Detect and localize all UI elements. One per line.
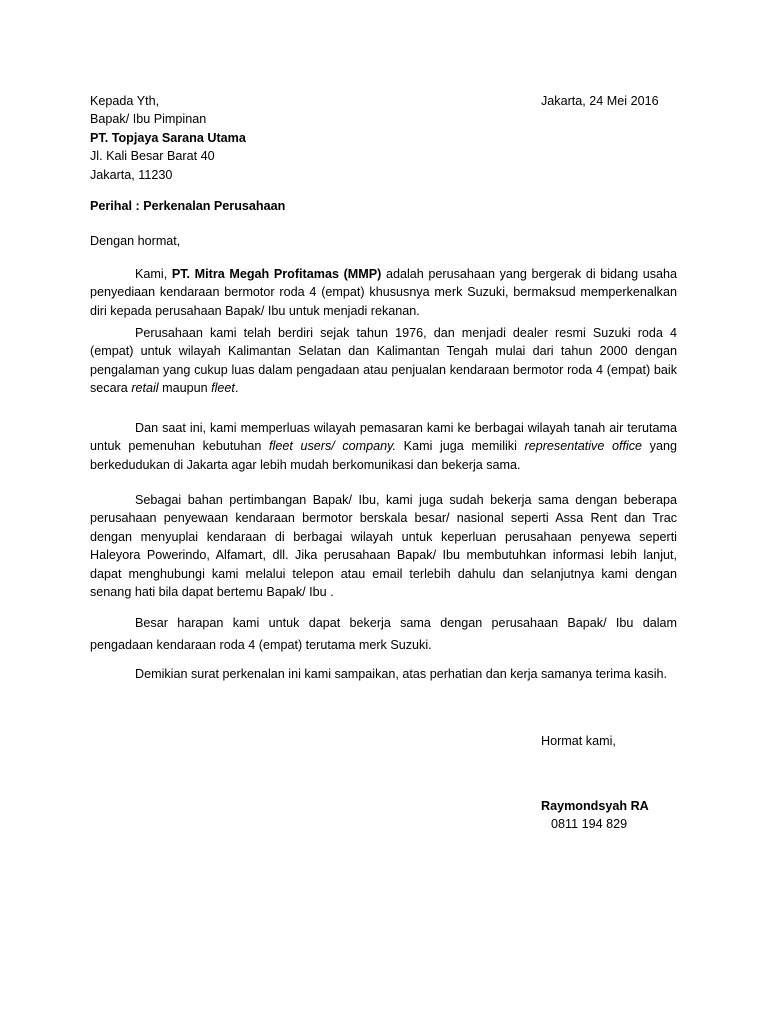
signer-name: Raymondsyah RA xyxy=(541,799,649,813)
paragraph3-middle: Kami juga memiliki xyxy=(396,439,525,454)
letter-date: Jakarta, 24 Mei 2016 xyxy=(541,94,659,108)
term-retail: retail xyxy=(131,381,159,396)
paragraph2-middle: maupun xyxy=(158,381,212,396)
paragraph2-text: Perusahaan kami telah berdiri sejak tahun 1976, dan menjadi dealer resmi Suzuki roda 4 (empat) untuk wilayah Kalimantan Selatan dan Kalimantan Tengah mulai dari tahun 2000 dengan pengalaman yang cukup luas dalam pengadaan atau penjualan kendaraan bermotor roda 4 (empat) baik secara xyxy=(90,326,677,396)
paragraph1-lead: Kami, xyxy=(135,267,172,281)
paragraph-closing-remark: Demikian surat perkenalan ini kami sampaikan, atas perhatian dan kerja samanya terima kasih. xyxy=(135,667,667,681)
paragraph-history xyxy=(90,324,677,398)
recipient-city: Jakarta, 11230 xyxy=(90,167,173,182)
letter-subject: Perihal : Perkenalan Perusahaan xyxy=(90,199,286,213)
recipient-block xyxy=(90,92,246,184)
paragraph1-rest: adalah perusahaan yang bergerak di bidang usaha penyediaan kendaraan bermotor roda 4 (empat) khususnya merk Suzuki, bermaksud memperkenalkan diri kepada perusahaan Bapak/ Ibu untuk menjadi rekanan. xyxy=(90,267,678,318)
recipient-salutation: Kepada Yth, xyxy=(90,94,160,108)
paragraph-expansion xyxy=(90,419,677,474)
recipient-title: Bapak/ Ibu Pimpinan xyxy=(90,112,207,127)
paragraph3-end: yang berkedudukan di Jakarta agar lebih mudah berkomunikasi dan bekerja sama. xyxy=(90,439,677,472)
paragraph-introduction xyxy=(90,265,677,320)
company-name: PT. Mitra Megah Profitamas (MMP) xyxy=(171,267,382,281)
paragraph-hope: Besar harapan kami untuk dapat bekerja sama dengan perusahaan Bapak/ Ibu dalam pengadaan kendaraan roda 4 (empat) terutama merk Suzuki. xyxy=(90,616,677,652)
letter-greeting: Dengan hormat, xyxy=(90,234,181,248)
letter-closing: Hormat kami, xyxy=(541,734,616,748)
term-representative-office: representative office xyxy=(524,439,643,454)
paragraph3-text: Dan saat ini, kami memperluas wilayah pemasaran kami ke berbagai wilayah tanah air terutama untuk pemenuhan kebutuhan xyxy=(90,421,677,454)
recipient-street: Jl. Kali Besar Barat 40 xyxy=(90,149,215,164)
recipient-company: PT. Topjaya Sarana Utama xyxy=(90,130,246,145)
term-fleet: fleet xyxy=(211,381,235,396)
signer-phone: 0811 194 829 xyxy=(551,817,628,831)
paragraph-references: Sebagai bahan pertimbangan Bapak/ Ibu, kami juga sudah bekerja sama dengan beberapa perusahaan penyewaan kendaraan bermotor berskala besar/ nasional seperti Assa Rent dan Trac dengan menyuplai kendaraan di berbagai wilayah untuk keperluan perusahaan penyewa seperti Haleyora Powerindo, Alfamart, dll. Jika perusahaan Bapak/ Ibu membutuhkan informasi lebih lanjut, dapat menghubungi kami melalui telepon atau email terlebih dahulu dan selanjutnya kami dengan senang hati bila dapat bertemu Bapak/ Ibu . xyxy=(90,493,677,600)
paragraph2-end: . xyxy=(234,381,239,396)
term-fleet-users: fleet users/ company. xyxy=(269,439,397,454)
